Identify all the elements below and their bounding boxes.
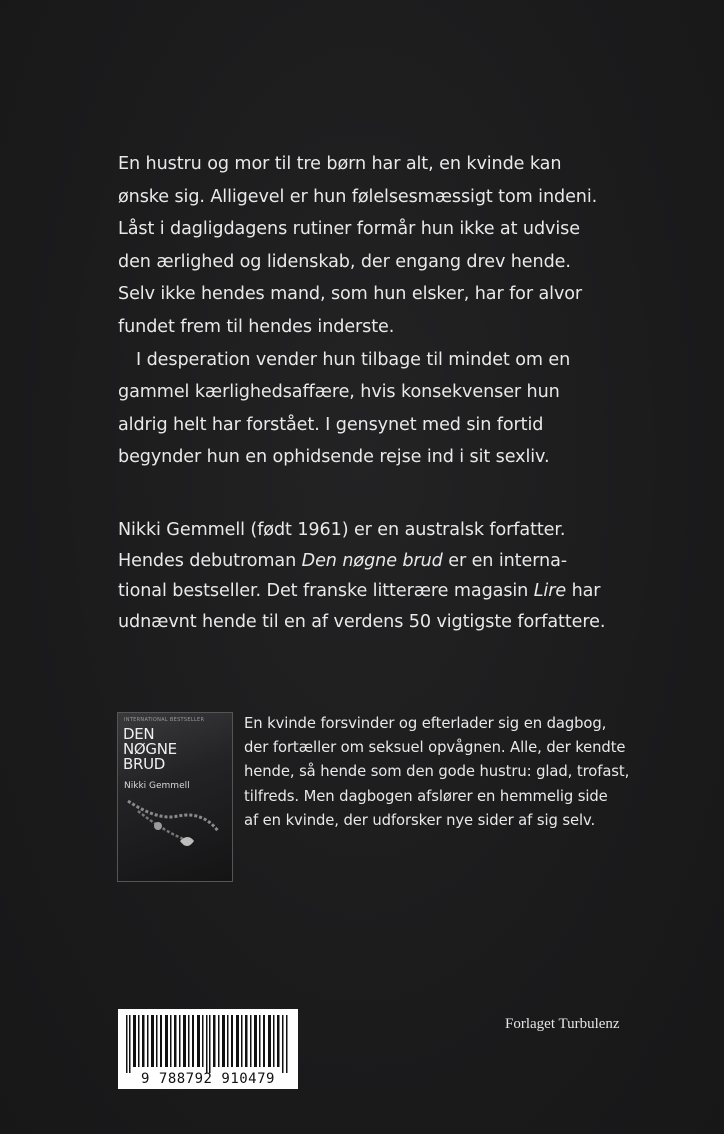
description-line: hende, så hende som den gode hustru: glad, trofast, xyxy=(244,763,630,781)
description-line: der fortæller om seksuel opvågnen. Alle, der kendte xyxy=(244,739,626,757)
synopsis-line: I desperation vender hun tilbage til mindet om en xyxy=(136,349,571,370)
author-bio-text: er en interna- xyxy=(442,550,568,571)
cover-title-line: NØGNE xyxy=(123,740,177,758)
author-bio-text: Hendes debutroman xyxy=(118,550,302,571)
synopsis-line: ønske sig. Alligevel er hun følelsesmæssigt tom indeni. xyxy=(118,186,598,207)
cover-title-line: DEN xyxy=(123,725,155,743)
author-bio-line: udnævnt hende til en af verdens 50 vigtigste forfattere. xyxy=(118,611,606,632)
book-description xyxy=(244,712,664,833)
author-bio-line xyxy=(118,546,658,577)
synopsis-line: aldrig helt har forstået. I gensynet med sin fortid xyxy=(118,414,544,435)
book-cover-image xyxy=(117,712,233,882)
pearl-necklace-icon xyxy=(118,791,232,861)
debut-title: Den nøgne brud xyxy=(301,550,443,571)
author-bio-text: tional bestseller. Det franske litterære magasin xyxy=(118,581,534,601)
author-bio-line xyxy=(118,576,658,607)
synopsis-line: gammel kærlighedsaffære, hvis konsekvenser hun xyxy=(118,382,560,403)
cover-author: Nikki Gemmell xyxy=(124,781,190,791)
cover-title-line: BRUD xyxy=(123,755,166,773)
synopsis-line: Låst i dagligdagens rutiner formår hun ikke at udvise xyxy=(118,219,580,240)
barcode-icon xyxy=(124,1015,292,1073)
synopsis-line: den ærlighed og lidenskab, der engang drev hende. xyxy=(118,251,571,272)
synopsis-line: En hustru og mor til tre børn har alt, en kvinde kan xyxy=(118,154,562,174)
author-bio-line: Nikki Gemmell (født 1961) er en australsk forfatter. xyxy=(118,520,566,540)
synopsis-line: fundet frem til hendes inderste. xyxy=(118,316,395,337)
description-line: tilfreds. Men dagbogen afslører en hemmelig side xyxy=(244,787,608,805)
publisher-name: Forlaget Turbulenz xyxy=(505,1016,620,1032)
description-line: af en kvinde, der udforsker nye sider af sig selv. xyxy=(244,811,596,829)
isbn-number: 9 788792 910479 xyxy=(141,1071,275,1087)
isbn-barcode xyxy=(118,1009,298,1089)
cover-tagline: INTERNATIONAL BESTSELLER xyxy=(124,717,205,723)
synopsis-line: begynder hun en ophidsende rejse ind i sit sexliv. xyxy=(118,447,550,468)
author-bio-text: har xyxy=(566,581,601,601)
synopsis-text xyxy=(118,148,638,474)
cover-title xyxy=(123,727,177,772)
magazine-title: Lire xyxy=(533,581,567,601)
synopsis-line: Selv ikke hendes mand, som hun elsker, har for alvor xyxy=(118,284,583,305)
description-line: En kvinde forsvinder og efterlader sig en dagbog, xyxy=(244,715,607,732)
author-bio xyxy=(118,515,658,637)
